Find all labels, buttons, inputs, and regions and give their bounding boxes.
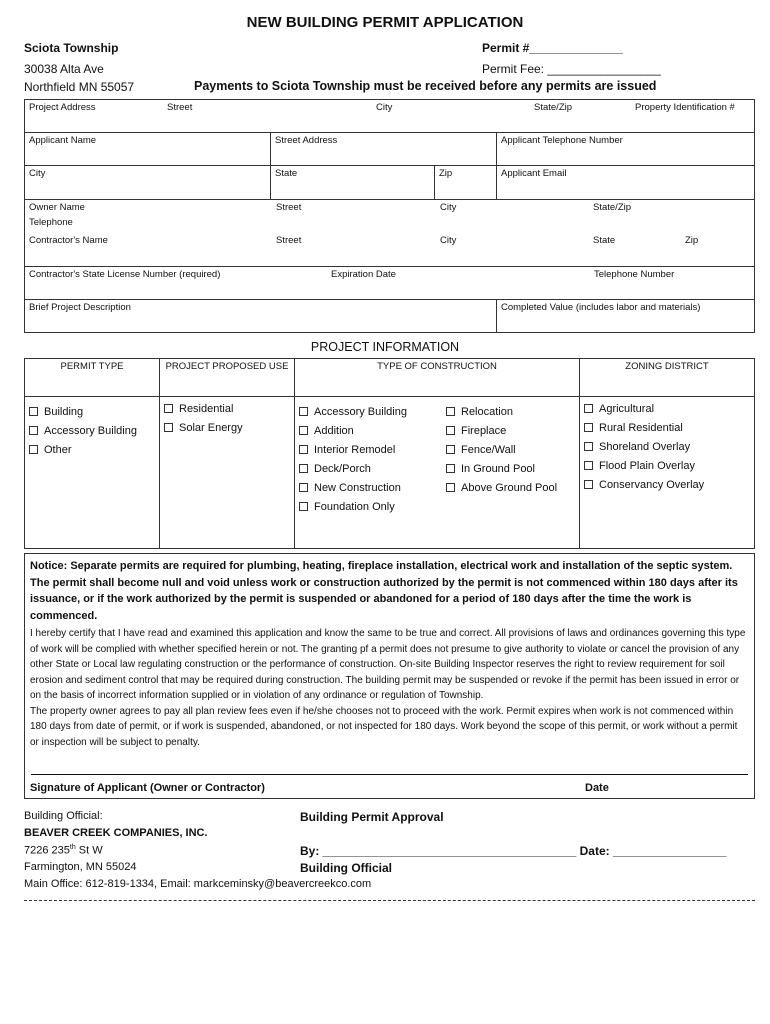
applicant-street-field[interactable] [271,133,497,166]
checkbox-icon[interactable] [446,483,455,492]
telephone-number-label: Telephone Number [594,269,675,280]
checkbox-icon[interactable] [29,445,38,454]
checkbox-addition[interactable] [299,422,446,441]
applicant-name-label: Applicant Name [29,135,97,146]
checkbox-relocation[interactable] [446,403,557,422]
permit-type-options [25,397,160,549]
checkbox-conservancy-overlay[interactable] [584,476,750,495]
checkbox-icon[interactable] [299,483,308,492]
street-name: St W [75,844,103,857]
permit-type-header: PERMIT TYPE [25,359,160,397]
notice-text: Notice: Separate permits are required for plumbing, heating, fireplace installation, electrical work and installation of the septic system. The permit shall become null and void unless work or construction authorized by the permit is not commenced within 180 days after its issuance, or if the work authorized by the permit is suspended or abandoned for a period of 180 days after the time the work is commenced. [30,560,738,622]
applicant-state-field[interactable] [271,166,435,200]
checkbox-accessory-building[interactable] [29,422,155,441]
city-label: City [376,102,393,113]
proposed-use-header: PROJECT PROPOSED USE [160,359,295,397]
brief-description-label: Brief Project Description [29,302,131,313]
checkbox-rural-residential[interactable] [584,419,750,438]
checkbox-icon[interactable] [584,423,593,432]
checkbox-agricultural[interactable] [584,400,750,419]
applicant-city-field[interactable] [25,166,271,200]
state-label: State [593,234,616,246]
checkbox-label: Rural Residential [599,422,683,434]
checkbox-icon[interactable] [29,426,38,435]
street-address-label: Street Address [275,135,338,146]
building-official-title: Building Official [300,861,392,875]
certification-text: I hereby certify that I have read and examined this application and know the same to be true and correct. All provisions of laws and ordinances governing this type of work will be complied with whether specified herein or not. The granting pf a permit does not presume to give authority to violate or cancel the provision of any other State or Local law regulating construction or the performance of construction. On-site Building Inspector reserves the right to review requirement for soil erosion and sediment control that may be required during construction. The building permit may be suspended or revoke if the permit has been issued in error or on the basis of incorrect information supplied or in violation of any ordinance or regulation of Township. [30,628,746,701]
street-number: 7226 235 [24,844,70,857]
page-title: NEW BUILDING PERMIT APPLICATION [246,14,524,31]
checkbox-new-construction[interactable] [299,479,446,498]
checkbox-interior-remodel[interactable] [299,441,446,460]
checkbox-label: Interior Remodel [314,444,396,456]
checkbox-label: Shoreland Overlay [599,441,691,453]
checkbox-foundation-only[interactable] [299,498,446,517]
checkbox-label: Flood Plain Overlay [599,460,695,472]
proposed-use-options [160,397,295,549]
expiration-label: Expiration Date [331,269,396,280]
checkbox-icon[interactable] [29,407,38,416]
checkbox-icon[interactable] [299,426,308,435]
applicant-info-table [24,99,755,333]
company-name: BEAVER CREEK COMPANIES, INC. [24,827,208,839]
checkbox-icon[interactable] [584,442,593,451]
checkbox-label: Agricultural [599,403,655,415]
checkbox-label: Accessory Building [314,406,407,418]
zoning-district-options [580,397,755,549]
permit-number-field[interactable]: Permit #______________ [482,41,623,55]
completed-value-label: Completed Value (includes labor and materials) [501,302,701,313]
checkbox-flood-plain-overlay[interactable] [584,457,750,476]
checkbox-label: Building [44,406,84,418]
owner-field[interactable] [25,200,755,233]
checkbox-solar-energy[interactable] [164,419,290,438]
checkbox-shoreland-overlay[interactable] [584,438,750,457]
checkbox-icon[interactable] [299,502,308,511]
checkbox-fence-wall[interactable] [446,441,557,460]
checkbox-label: Addition [314,425,354,437]
project-information-table [24,358,755,549]
checkbox-label: Solar Energy [179,422,243,434]
contractor-field[interactable] [25,233,755,267]
checkbox-label: Residential [179,403,234,415]
city-label: City [440,234,457,246]
checkbox-label: Accessory Building [44,425,137,437]
zoning-district-header: ZONING DISTRICT [580,359,755,397]
street-suffix: th [69,844,76,851]
checkbox-accessory-building[interactable] [299,403,446,422]
owner-name-label: Owner Name [29,202,85,213]
approval-by-date-field[interactable]: By: ______________________________________ Date: _________________ [300,844,727,858]
applicant-phone-field[interactable] [497,133,755,166]
applicant-email-field[interactable] [497,166,755,200]
street-label: Street [276,202,302,213]
checkbox-deck-porch[interactable] [299,460,446,479]
street-label: Street [276,234,302,246]
state-zip-label: State/Zip [593,202,632,213]
checkbox-other[interactable] [29,441,155,460]
checkbox-icon[interactable] [446,407,455,416]
payment-notice: Payments to Sciota Township must be received before any permits are issued [194,79,657,93]
project-information-title: PROJECT INFORMATION [310,340,460,354]
applicant-email-label: Applicant Email [501,168,567,179]
applicant-phone-label: Applicant Telephone Number [501,135,623,146]
township-name: Sciota Township [24,41,119,55]
checkbox-label: Above Ground Pool [461,482,558,494]
checkbox-label: Fireplace [461,425,507,437]
checkbox-building[interactable] [29,403,155,422]
construction-type-header: TYPE OF CONSTRUCTION [295,359,580,397]
date-label: Date [585,782,609,794]
signature-line[interactable] [31,774,748,775]
applicant-zip-field[interactable] [435,166,497,200]
checkbox-label: Relocation [461,406,513,418]
street-label: Street [167,102,193,113]
city-label: City [29,168,46,179]
contractor-name-label: Contractor's Name [29,234,108,246]
permit-fee-field[interactable]: Permit Fee: _________________ [482,62,661,76]
checkbox-icon[interactable] [584,404,593,413]
checkbox-icon[interactable] [299,407,308,416]
checkbox-icon[interactable] [164,404,173,413]
state-label: State [275,168,298,179]
signature-label: Signature of Applicant (Owner or Contractor) [30,782,265,794]
checkbox-label: Fence/Wall [461,444,516,456]
checkbox-fireplace[interactable] [446,422,557,441]
project-address-field[interactable] [25,100,755,133]
completed-value-field[interactable] [497,300,755,333]
property-id-label: Property Identification # [635,102,735,113]
project-address-label: Project Address [29,102,96,113]
cut-line [24,900,755,901]
checkbox-label: Deck/Porch [314,463,371,475]
checkbox-label: New Construction [314,482,401,494]
brief-description-field[interactable] [25,300,497,333]
checkbox-icon[interactable] [446,445,455,454]
license-label: Contractor's State License Number (required) [29,269,221,280]
state-zip-label: State/Zip [534,102,573,113]
township-address-line2: Northfield MN 55057 [24,80,135,94]
applicant-name-field[interactable] [25,133,271,166]
building-official-label: Building Official: [24,810,103,822]
main-office-contact: Main Office: 612-819-1334, Email: markceminsky@beavercreekco.com [24,878,372,890]
checkbox-icon[interactable] [446,426,455,435]
checkbox-above-ground-pool[interactable] [446,479,557,498]
checkbox-icon[interactable] [584,461,593,470]
checkbox-in-ground-pool[interactable] [446,460,557,479]
approval-title: Building Permit Approval [300,810,444,824]
company-city: Farmington, MN 55024 [24,861,137,873]
construction-type-options [295,397,580,549]
checkbox-icon[interactable] [164,423,173,432]
zip-label: Zip [685,234,699,246]
fees-text: The property owner agrees to pay all plan review fees even if he/she chooses not to proceed with the work. Permit expires when work is not commenced within 180 days from date of permit, or if work is suspended, abandoned, or not inspected for 180 days. Work beyond the scope of this permit, or work without a permit or inspection will be subject to penalty. [30,705,738,748]
license-field[interactable] [25,267,755,300]
notice-box [24,553,755,799]
checkbox-icon[interactable] [299,445,308,454]
city-label: City [440,202,457,213]
checkbox-residential[interactable] [164,400,290,419]
checkbox-label: Conservancy Overlay [599,479,705,491]
checkbox-label: Foundation Only [314,501,395,513]
company-street [24,844,103,857]
checkbox-icon[interactable] [584,480,593,489]
township-address-line1: 30038 Alta Ave [24,62,104,76]
checkbox-label: In Ground Pool [461,463,535,475]
telephone-label: Telephone [29,217,73,228]
checkbox-icon[interactable] [299,464,308,473]
checkbox-label: Other [44,444,72,456]
zip-label: Zip [439,168,453,179]
checkbox-icon[interactable] [446,464,455,473]
